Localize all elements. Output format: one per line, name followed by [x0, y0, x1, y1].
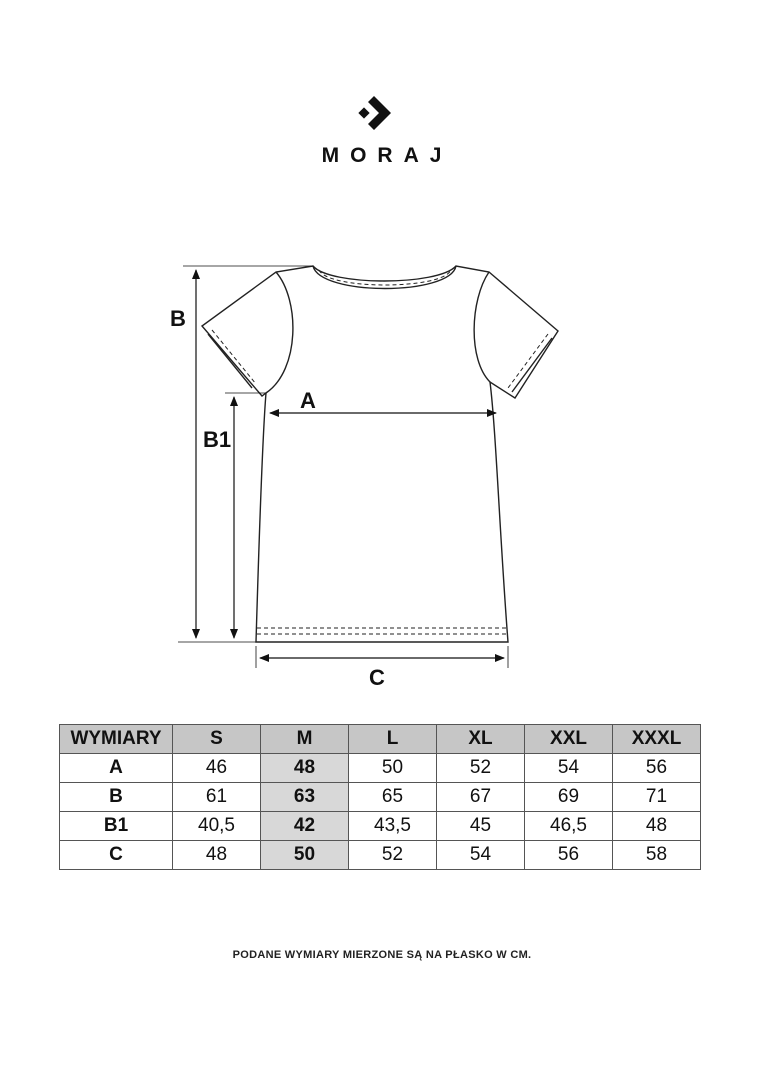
label-c: C — [369, 665, 385, 690]
table-cell: 61 — [173, 783, 261, 812]
table-cell: 54 — [525, 754, 613, 783]
table-cell: 50 — [349, 754, 437, 783]
table-cell: 71 — [613, 783, 701, 812]
row-label: C — [60, 841, 173, 870]
header-cell: XL — [437, 725, 525, 754]
measurement-lines — [178, 266, 508, 668]
tshirt-outline — [202, 266, 558, 642]
table-cell: 63 — [261, 783, 349, 812]
table-cell: 58 — [613, 841, 701, 870]
table-header-row — [60, 725, 701, 754]
label-b: B — [170, 306, 186, 331]
header-cell: M — [261, 725, 349, 754]
table-cell: 54 — [437, 841, 525, 870]
row-label: B — [60, 783, 173, 812]
brand-name: MORAJ — [321, 144, 453, 167]
table-cell: 48 — [613, 812, 701, 841]
table-cell: 52 — [349, 841, 437, 870]
table-cell: 52 — [437, 754, 525, 783]
table-row — [60, 783, 701, 812]
label-b1: B1 — [203, 427, 232, 452]
header-cell: XXXL — [613, 725, 701, 754]
header-cell: L — [349, 725, 437, 754]
table-row — [60, 754, 701, 783]
table-cell: 43,5 — [349, 812, 437, 841]
row-label: B1 — [60, 812, 173, 841]
table-cell: 40,5 — [173, 812, 261, 841]
table-cell: 50 — [261, 841, 349, 870]
table-cell: 56 — [613, 754, 701, 783]
table-cell: 67 — [437, 783, 525, 812]
measurement-note: PODANE WYMIARY MIERZONE SĄ NA PŁASKO W CM. — [232, 949, 532, 961]
table-cell: 48 — [261, 754, 349, 783]
table-cell: 46,5 — [525, 812, 613, 841]
header-cell: XXL — [525, 725, 613, 754]
table-cell: 56 — [525, 841, 613, 870]
table-cell: 45 — [437, 812, 525, 841]
size-table — [59, 724, 701, 870]
table-cell: 42 — [261, 812, 349, 841]
header-cell: WYMIARY — [60, 725, 173, 754]
label-a: A — [300, 388, 316, 413]
table-cell: 48 — [173, 841, 261, 870]
header-cell: S — [173, 725, 261, 754]
table-cell: 69 — [525, 783, 613, 812]
table-row — [60, 812, 701, 841]
table-cell: 46 — [173, 754, 261, 783]
row-label: A — [60, 754, 173, 783]
table-row — [60, 841, 701, 870]
table-cell: 65 — [349, 783, 437, 812]
